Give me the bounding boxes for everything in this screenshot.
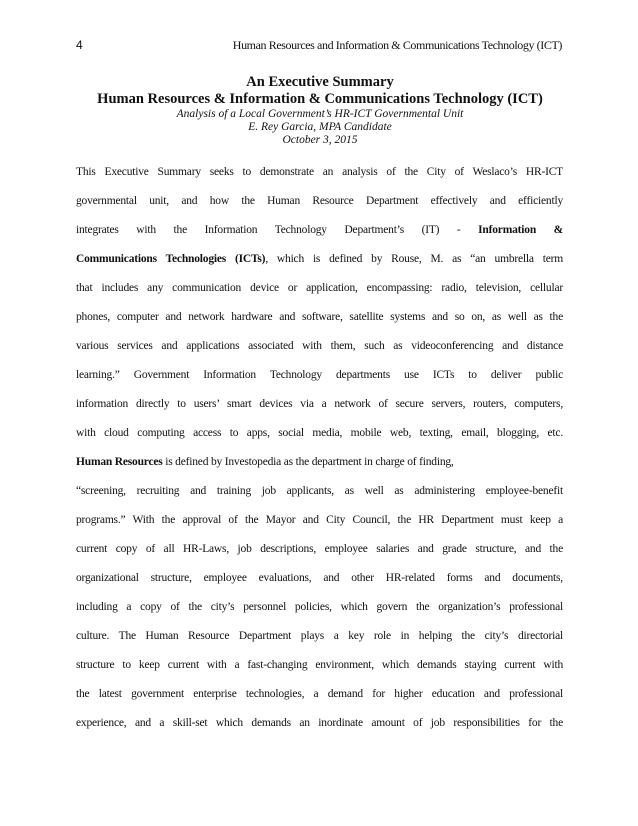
text-run: integrates with the Information Technology Department’s (IT) - [76,224,479,236]
text-line: with cloud computing access to apps, social media, mobile web, texting, email, blogging, etc. [76,427,563,439]
text-line: structure to keep current with a fast-changing environment, which demands staying current with [76,659,563,671]
text-line: including a copy of the city’s personnel policies, which govern the organization’s professional [76,601,563,613]
document-subtitle: Human Resources & Information & Communications Technology (ICT) [97,91,543,107]
text-line: that includes any communication device or application, encompassing: radio, television, cellular [76,282,563,294]
text-line: organizational structure, employee evaluations, and other HR-related forms and documents, [76,572,563,584]
bold-term: Human Resources [76,456,163,468]
text-line [76,216,563,245]
text-line: various services and applications associated with them, such as videoconferencing and distance [76,340,563,352]
text-line [76,448,563,477]
text-line: information directly to users’ smart devices via a network of secure servers, routers, computers, [76,398,563,410]
document-title: An Executive Summary [246,74,394,90]
bold-term: Information & [478,224,563,236]
text-line: learning.” Government Information Technology departments use ICTs to deliver public [76,369,563,381]
text-line: current copy of all HR-Laws, job descriptions, employee salaries and grade structure, and the [76,543,563,555]
text-run: , which is defined by Rouse, M. as “an umbrella term [265,253,563,265]
title-block [60,74,580,147]
text-line: programs.” With the approval of the Mayor and City Council, the HR Department must keep a [76,514,563,526]
text-line: This Executive Summary seeks to demonstrate an analysis of the City of Weslaco’s HR-ICT [76,166,563,178]
bold-term: Communications Technologies (ICTs) [76,253,266,265]
text-line: phones, computer and network hardware and software, satellite systems and so on, as well as the [76,311,563,323]
text-line: experience, and a skill-set which demands an inordinate amount of job responsibilities for the [76,717,563,729]
body-paragraph [76,158,563,738]
analysis-subtitle: Analysis of a Local Government’s HR-ICT Governmental Unit [176,108,464,120]
page-number: 4 [76,38,83,52]
running-head: Human Resources and Information & Communications Technology (ICT) [232,38,562,52]
text-line: governmental unit, and how the Human Resource Department effectively and efficiently [76,195,563,207]
text-line: “screening, recruiting and training job applicants, as well as administering employee-benefit [76,485,563,497]
text-line: the latest government enterprise technologies, a demand for higher education and professional [76,688,563,700]
text-run: is defined by Investopedia as the department in charge of finding, [162,456,454,468]
text-line: culture. The Human Resource Department plays a key role in helping the city’s directorial [76,630,563,642]
text-line [76,245,563,274]
author-line: E. Rey Garcia, MPA Candidate [248,121,392,133]
date-line: October 3, 2015 [282,134,358,146]
